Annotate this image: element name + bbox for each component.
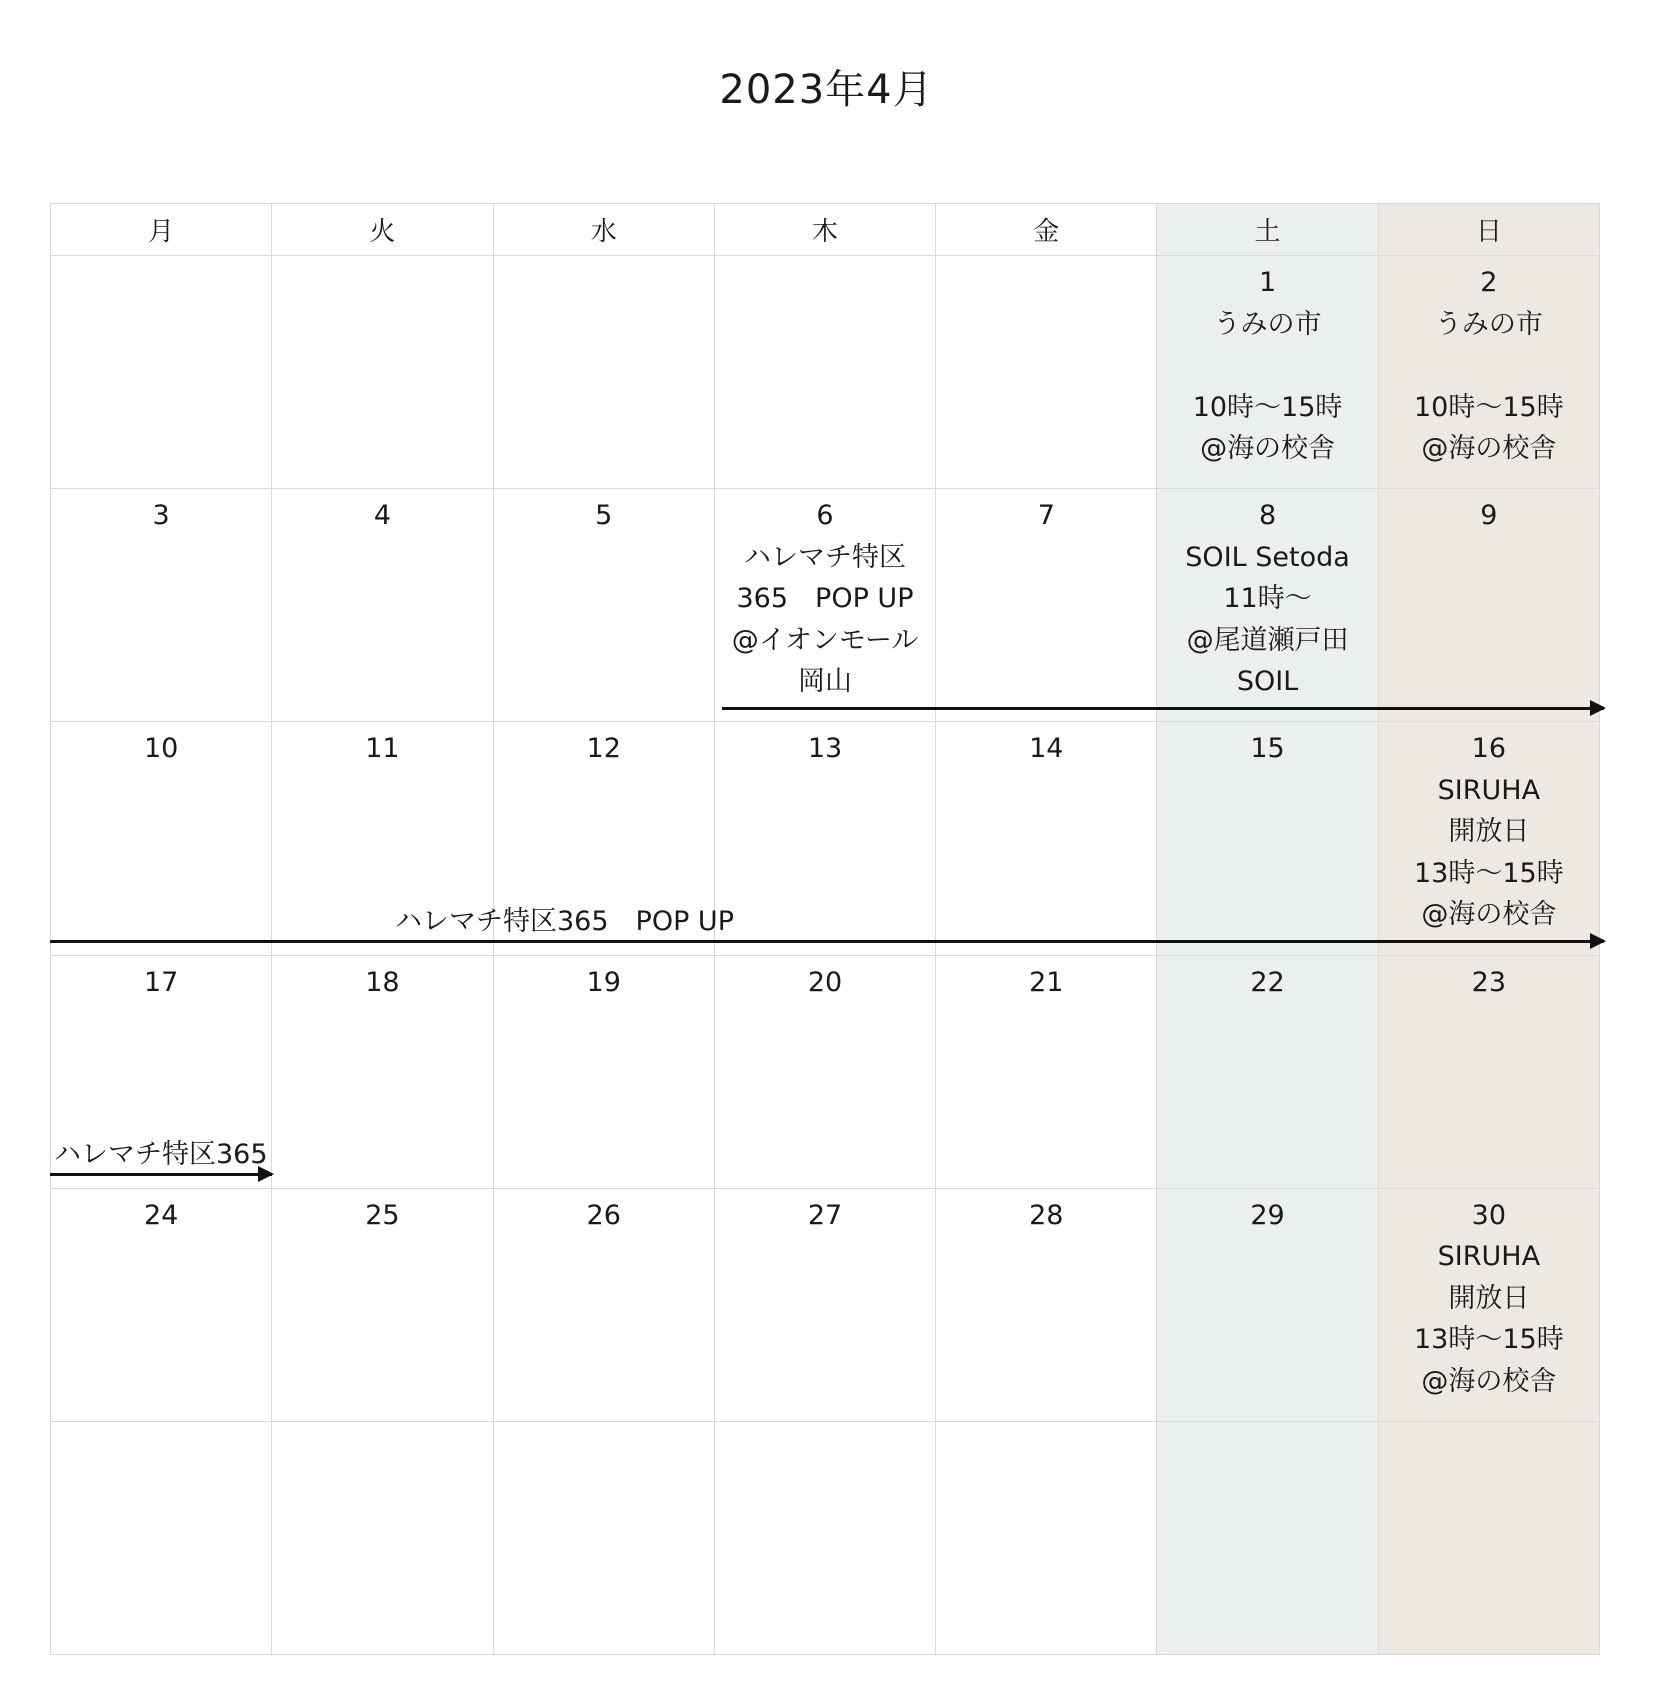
day-number: 23 xyxy=(1471,966,1507,998)
day-cell[interactable] xyxy=(272,256,493,489)
day-number: 20 xyxy=(807,966,843,998)
day-number: 11 xyxy=(365,733,400,765)
event-span-arrow-week2 xyxy=(722,707,1604,710)
calendar-grid xyxy=(50,203,1600,1655)
day-cell[interactable] xyxy=(272,1189,493,1422)
day-cell[interactable] xyxy=(1157,256,1378,489)
day-event-text: SOIL Setoda 11時〜 @尾道瀬戸田 SOIL xyxy=(1185,541,1350,698)
day-cell[interactable] xyxy=(936,256,1157,489)
day-cell[interactable] xyxy=(936,1189,1157,1422)
weekday-header-mon: 月 xyxy=(51,204,272,256)
day-cell[interactable] xyxy=(494,1422,715,1655)
day-cell[interactable] xyxy=(272,1422,493,1655)
day-number: 27 xyxy=(807,1199,843,1231)
day-cell[interactable] xyxy=(1157,956,1378,1189)
day-number: 12 xyxy=(586,733,621,765)
day-event-text: ハレマチ特区 365 POP UP @イオンモール 岡山 xyxy=(731,541,919,698)
day-cell[interactable] xyxy=(1157,1422,1378,1655)
day-cell[interactable] xyxy=(494,489,715,722)
day-number: 24 xyxy=(143,1199,179,1231)
day-number: 22 xyxy=(1250,966,1285,998)
day-number: 19 xyxy=(586,966,621,998)
weekday-header-tue: 火 xyxy=(272,204,493,256)
day-number: 10 xyxy=(143,733,179,765)
weekday-header-wed: 水 xyxy=(494,204,715,256)
day-cell[interactable] xyxy=(1157,489,1378,722)
day-event-text: SIRUHA 開放日 13時〜15時 @海の校舎 xyxy=(1413,1241,1564,1397)
day-cell[interactable] xyxy=(936,489,1157,722)
weekday-header-sat: 土 xyxy=(1157,204,1378,256)
day-number: 30 xyxy=(1471,1199,1507,1231)
day-number: 13 xyxy=(807,733,843,765)
calendar-title: 2023年4月 xyxy=(719,67,934,113)
event-span-arrow-week4 xyxy=(50,1173,272,1176)
day-number: 17 xyxy=(143,966,179,998)
weekday-header-thu: 木 xyxy=(715,204,936,256)
day-number: 9 xyxy=(1480,500,1498,532)
day-number: 6 xyxy=(816,500,834,532)
day-cell[interactable] xyxy=(1379,956,1600,1189)
day-cell[interactable] xyxy=(272,489,493,722)
day-number: 7 xyxy=(1037,500,1055,532)
day-number: 2 xyxy=(1480,267,1498,298)
day-cell[interactable] xyxy=(51,256,272,489)
day-cell[interactable] xyxy=(272,956,493,1189)
day-number: 5 xyxy=(595,500,613,532)
day-number: 1 xyxy=(1258,267,1277,298)
weekday-header-fri: 金 xyxy=(936,204,1157,256)
day-cell[interactable] xyxy=(1157,722,1378,955)
day-cell[interactable] xyxy=(1379,1189,1600,1422)
weekday-header-sun: 日 xyxy=(1379,204,1600,256)
event-span-label-week3: ハレマチ特区365 POP UP xyxy=(395,906,734,937)
event-span-label-week4: ハレマチ特区365 xyxy=(54,1139,268,1170)
day-cell[interactable] xyxy=(936,1422,1157,1655)
day-cell[interactable] xyxy=(1157,1189,1378,1422)
day-cell[interactable] xyxy=(715,1422,936,1655)
day-number: 18 xyxy=(365,966,400,998)
day-cell[interactable] xyxy=(936,956,1157,1189)
day-number: 29 xyxy=(1250,1199,1285,1231)
day-cell[interactable] xyxy=(715,722,936,955)
day-cell[interactable] xyxy=(715,489,936,722)
day-number: 16 xyxy=(1471,733,1507,765)
day-event-text: うみの市 10時〜15時 @海の校舎 xyxy=(1413,308,1564,464)
day-cell[interactable] xyxy=(1379,256,1600,489)
event-span-arrow-week3 xyxy=(50,940,1604,943)
day-number: 21 xyxy=(1029,966,1064,998)
day-number: 3 xyxy=(152,500,170,532)
day-cell[interactable] xyxy=(1379,722,1600,955)
day-number: 28 xyxy=(1029,1199,1064,1231)
day-number: 4 xyxy=(373,500,392,532)
day-cell[interactable] xyxy=(936,722,1157,955)
day-event-text: うみの市 10時〜15時 @海の校舎 xyxy=(1192,308,1343,464)
day-number: 25 xyxy=(365,1199,400,1231)
day-cell[interactable] xyxy=(51,1422,272,1655)
day-cell[interactable] xyxy=(1379,489,1600,722)
day-number: 26 xyxy=(586,1199,621,1231)
day-cell[interactable] xyxy=(51,489,272,722)
day-number: 8 xyxy=(1258,500,1277,532)
day-cell[interactable] xyxy=(715,1189,936,1422)
day-number: 14 xyxy=(1029,733,1064,765)
day-event-text: SIRUHA 開放日 13時〜15時 @海の校舎 xyxy=(1413,774,1564,931)
day-cell[interactable] xyxy=(1379,1422,1600,1655)
day-cell[interactable] xyxy=(715,256,936,489)
day-cell[interactable] xyxy=(494,256,715,489)
day-number: 15 xyxy=(1250,733,1285,765)
day-cell[interactable] xyxy=(51,1189,272,1422)
day-cell[interactable] xyxy=(51,722,272,955)
day-cell[interactable] xyxy=(494,1189,715,1422)
day-cell[interactable] xyxy=(715,956,936,1189)
day-cell[interactable] xyxy=(494,956,715,1189)
